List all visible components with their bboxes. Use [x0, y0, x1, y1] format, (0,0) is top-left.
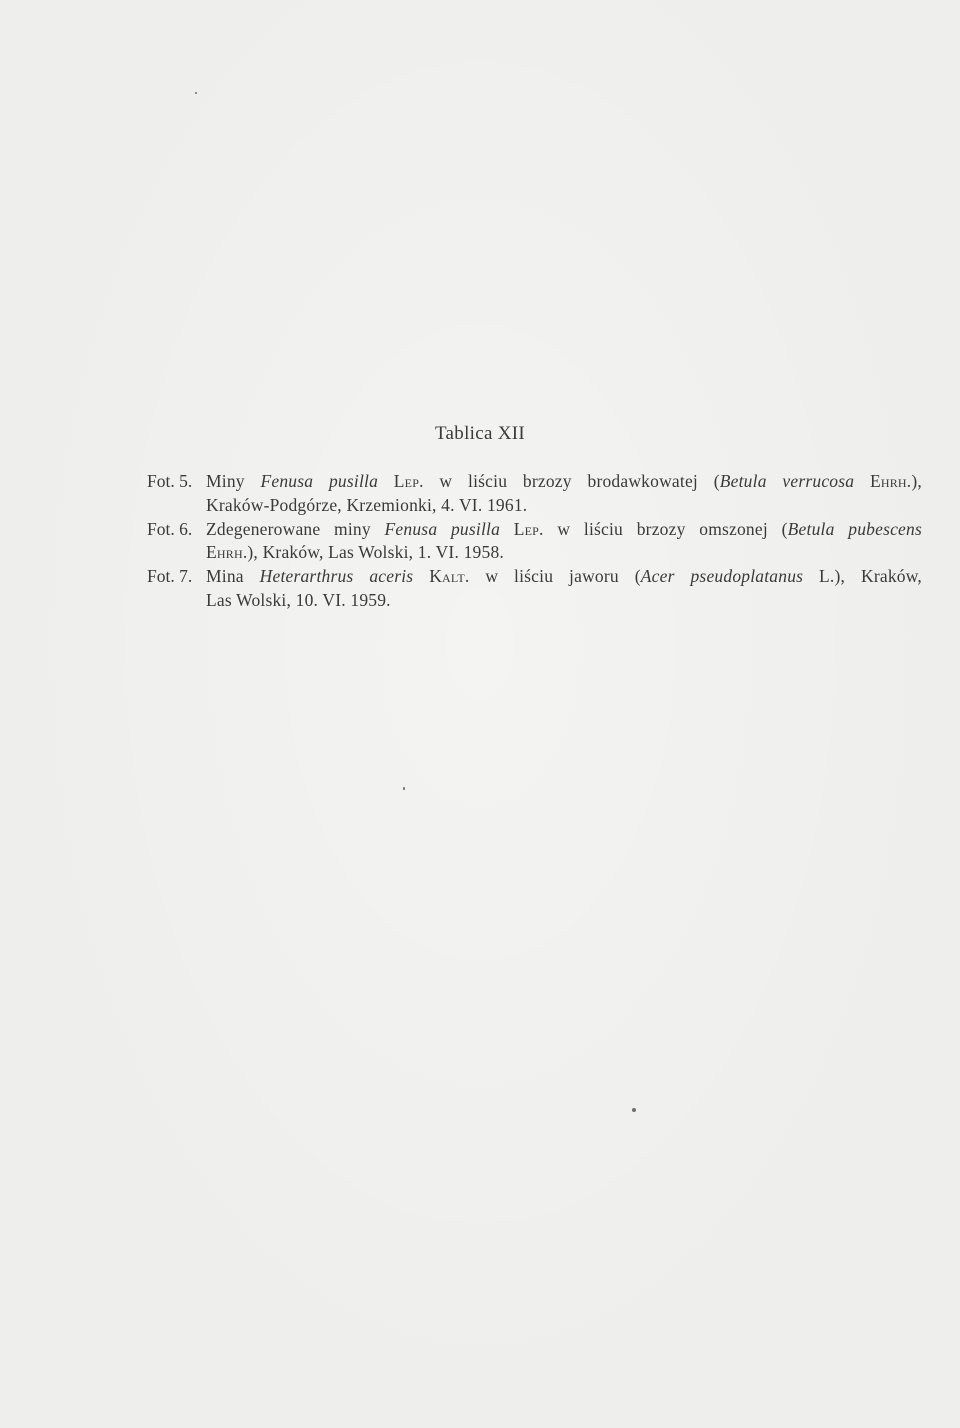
caption-text — [206, 518, 922, 566]
italic-text: Fenusa pusilla — [384, 518, 501, 539]
caption-line — [206, 518, 922, 542]
text-run — [500, 519, 514, 539]
caption-fot-5 — [147, 470, 922, 518]
caption-line — [206, 589, 922, 613]
small-caps-text: Kalt — [429, 566, 465, 587]
captions-block — [147, 470, 922, 613]
text-run: Zdegenerowane miny — [206, 518, 385, 539]
text-run: .), — [906, 471, 922, 491]
caption-fot-7 — [147, 565, 922, 613]
small-caps-text: Lep — [513, 518, 540, 539]
italic-text: Heterarthrus aceris — [259, 566, 414, 587]
paper-speck — [403, 787, 405, 790]
text-run: .), Kraków, Las Wolski, 1. VI. 1958. — [242, 542, 504, 563]
italic-text: Fenusa pusilla — [260, 471, 379, 491]
caption-text — [206, 565, 922, 613]
caption-line — [206, 494, 922, 518]
italic-text: Betula verrucosa — [719, 471, 855, 491]
small-caps-text: Ehrh — [206, 542, 243, 563]
italic-text: Betula pubescens — [787, 518, 922, 539]
caption-line — [206, 565, 922, 589]
caption-text — [206, 470, 922, 518]
text-run: . w liściu jaworu ( — [464, 566, 641, 587]
italic-text: Acer pseudoplatanus — [640, 566, 804, 587]
caption-fot-6 — [147, 518, 922, 566]
text-run: . w liściu brzozy omszonej ( — [539, 518, 788, 539]
text-run: L.), Kraków, — [803, 566, 923, 587]
caption-line — [206, 541, 922, 565]
text-run: . w liściu brzozy brodawkowatej ( — [419, 471, 720, 491]
caption-label: Fot. 7. — [147, 566, 193, 587]
text-run — [854, 471, 870, 491]
paper-speck — [632, 1108, 636, 1112]
text-run: Mina — [206, 566, 260, 587]
caption-label: Fot. 5. — [147, 471, 193, 491]
caption-line — [206, 470, 922, 494]
caption-label: Fot. 6. — [147, 518, 193, 539]
small-caps-text: Lep — [393, 471, 420, 491]
small-caps-text: Ehrh — [869, 471, 907, 491]
text-run — [378, 471, 394, 491]
paper-speck — [195, 92, 197, 94]
text-run: Miny — [206, 471, 261, 491]
text-run: Las Wolski, 10. VI. 1959. — [206, 589, 391, 610]
text-run: Kraków-Podgórze, Krzemionki, 4. VI. 1961. — [206, 494, 528, 515]
plate-title: Tablica XII — [434, 423, 526, 444]
text-run — [413, 566, 429, 586]
